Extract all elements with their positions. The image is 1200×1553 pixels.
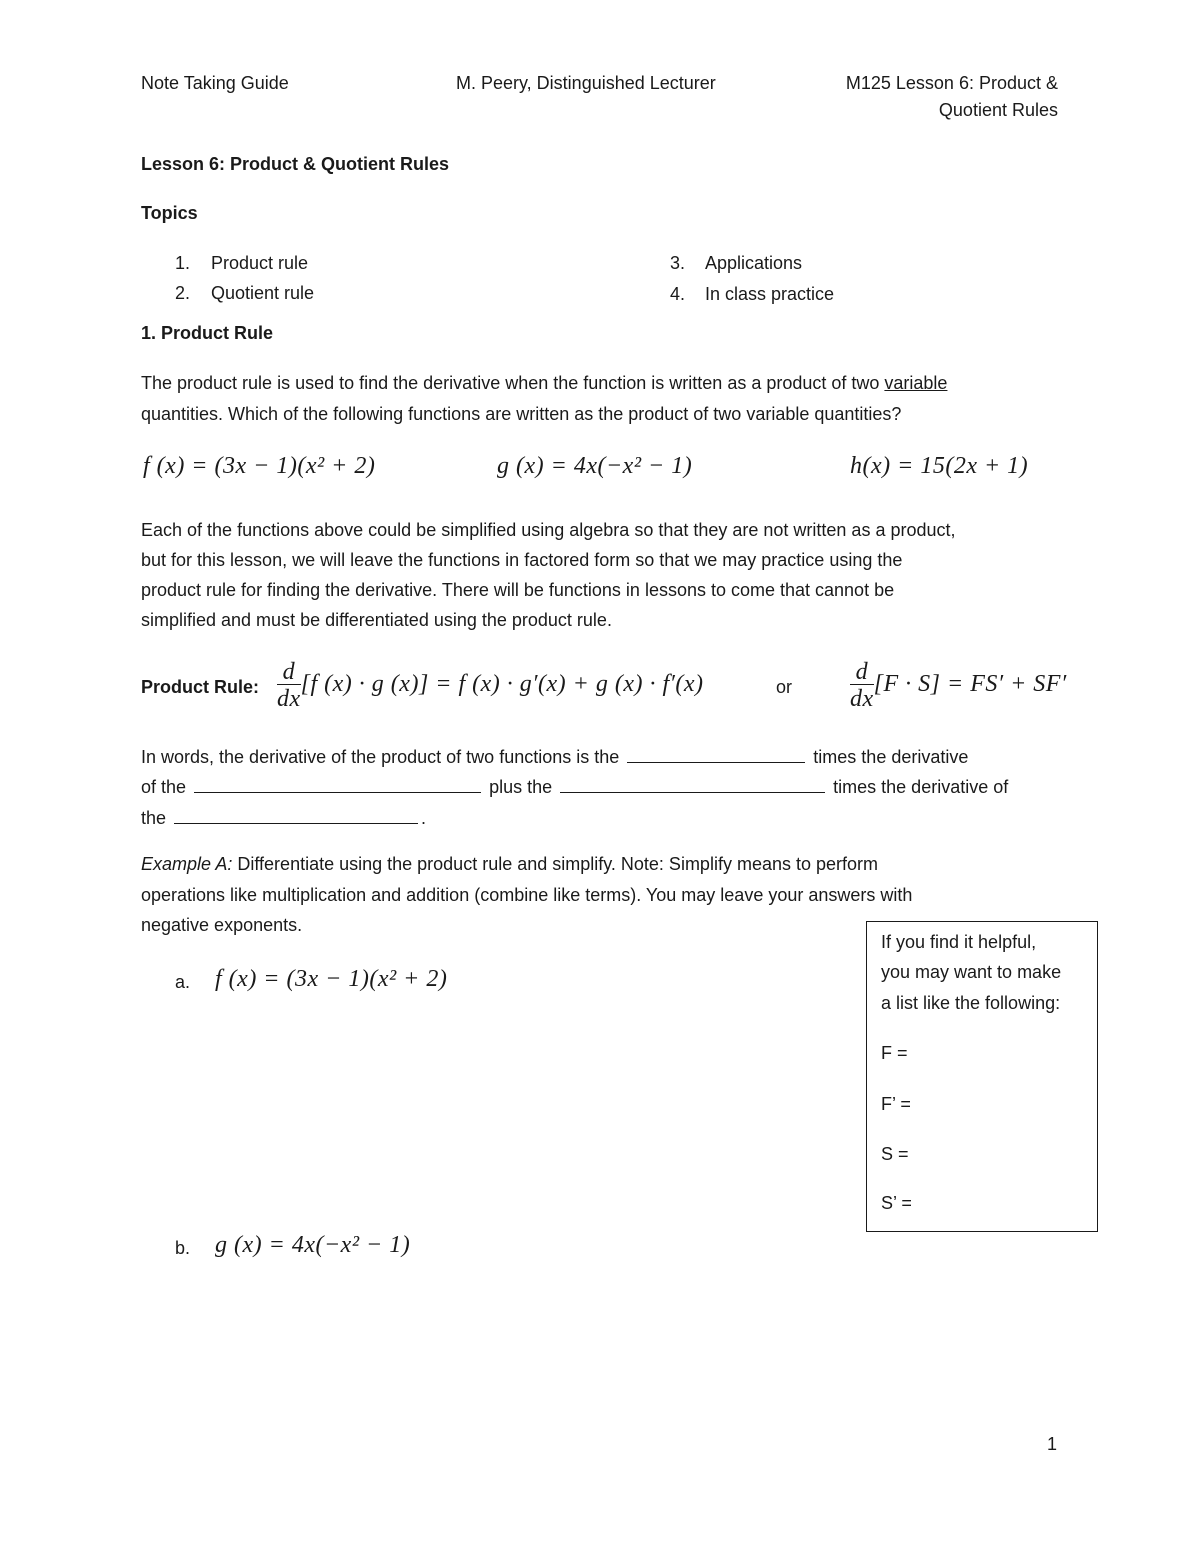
topic-item-1: [175, 253, 309, 274]
blank-field[interactable]: [174, 805, 418, 824]
fraction-denominator: dx: [277, 686, 301, 712]
part-a-label: a.: [175, 972, 191, 992]
words-text: times the derivative of: [833, 777, 1009, 797]
topic-label: Applications: [705, 253, 803, 273]
intro-line-1: [141, 373, 947, 394]
topics-heading: Topics: [141, 203, 198, 223]
part-b-label: b.: [175, 1238, 191, 1258]
topic-label: In class practice: [705, 284, 835, 304]
product-rule-label: Product Rule:: [141, 677, 260, 697]
product-rule-alt-formula: [850, 660, 1067, 711]
topic-item-3: [670, 253, 803, 274]
example-line-2: operations like multiplication and addition (combine like terms). You may leave your answers with: [141, 885, 913, 905]
function-g: g (x) = 4x(−x² − 1): [497, 453, 693, 479]
fraction-denominator: dx: [850, 686, 874, 712]
lesson-title: Lesson 6: Product & Quotient Rules: [141, 154, 450, 174]
words-text: times the derivative: [813, 747, 969, 767]
topic-number: 4.: [670, 284, 686, 304]
helper-line-2: you may want to make: [881, 962, 1062, 982]
words-text: In words, the derivative of the product of two functions is the: [141, 747, 620, 767]
words-text: plus the: [489, 777, 553, 797]
example-label: Example A:: [141, 854, 233, 874]
header-left: Note Taking Guide: [141, 73, 289, 93]
helper-line-1: If you find it helpful,: [881, 932, 1037, 952]
example-line-1: [141, 854, 878, 875]
header-right-line1: M125 Lesson 6: Product &: [845, 73, 1058, 93]
example-text: Differentiate using the product rule and simplify. Note: Simplify means to perform: [232, 854, 879, 874]
helper-entry-f-prime: F’ =: [881, 1094, 911, 1114]
helper-line-3: a list like the following:: [881, 993, 1061, 1013]
paragraph-line-2: but for this lesson, we will leave the functions in factored form so that we may practice using the: [141, 550, 903, 570]
formula-body: [f (x) · g (x)] = f (x) · g′(x) + g (x) · f′(x): [300, 671, 704, 698]
or-text: or: [776, 677, 793, 697]
function-f: f (x) = (3x − 1)(x² + 2): [143, 453, 376, 479]
helper-entry-s: S =: [881, 1144, 909, 1164]
product-rule-formula: [277, 660, 704, 711]
paragraph-line-3: product rule for finding the derivative. There will be functions in lessons to come that cannot be: [141, 580, 895, 600]
function-h: h(x) = 15(2x + 1): [850, 453, 1029, 479]
intro-text: The product rule is used to find the derivative when the function is written as a product of two: [141, 373, 885, 393]
topic-label: Quotient rule: [211, 283, 315, 303]
words-text: .: [421, 808, 427, 828]
helper-box: [866, 921, 1098, 1232]
formula-body: [F · S] = FS′ + SF′: [873, 671, 1067, 698]
words-line-3: [141, 805, 426, 829]
derivative-operator: [850, 660, 874, 711]
section-heading: 1. Product Rule: [141, 323, 274, 343]
words-text: of the: [141, 777, 187, 797]
intro-underlined-word: variable: [884, 373, 948, 393]
topic-number: 1.: [175, 253, 191, 273]
paragraph-line-4: simplified and must be differentiated using the product rule.: [141, 610, 612, 630]
fraction-numerator: d: [855, 659, 869, 685]
topic-number: 3.: [670, 253, 686, 273]
intro-line-2: quantities. Which of the following functions are written as the product of two variable quantities?: [141, 404, 902, 424]
paragraph-line-1: Each of the functions above could be simplified using algebra so that they are not written as a product,: [141, 520, 956, 540]
topic-label: Product rule: [211, 253, 309, 273]
part-b-formula: g (x) = 4x(−x² − 1): [215, 1232, 411, 1258]
helper-entry-s-prime: S’ =: [881, 1193, 912, 1213]
header-right-line2: Quotient Rules: [938, 100, 1058, 120]
example-line-3: negative exponents.: [141, 915, 303, 935]
derivative-operator: [277, 660, 301, 711]
header-center: M. Peery, Distinguished Lecturer: [456, 73, 716, 93]
topic-item-2: [175, 283, 315, 304]
blank-field[interactable]: [194, 774, 481, 793]
topic-number: 2.: [175, 283, 191, 303]
words-line-1: [141, 744, 968, 768]
words-text: the: [141, 808, 167, 828]
blank-field[interactable]: [560, 774, 825, 793]
helper-entry-f: F =: [881, 1043, 908, 1063]
words-line-2: [141, 774, 1008, 798]
fraction-numerator: d: [282, 659, 296, 685]
page-number: 1: [1047, 1434, 1058, 1454]
blank-field[interactable]: [627, 744, 805, 763]
part-a-formula: f (x) = (3x − 1)(x² + 2): [215, 966, 448, 992]
topic-item-4: [670, 284, 835, 305]
